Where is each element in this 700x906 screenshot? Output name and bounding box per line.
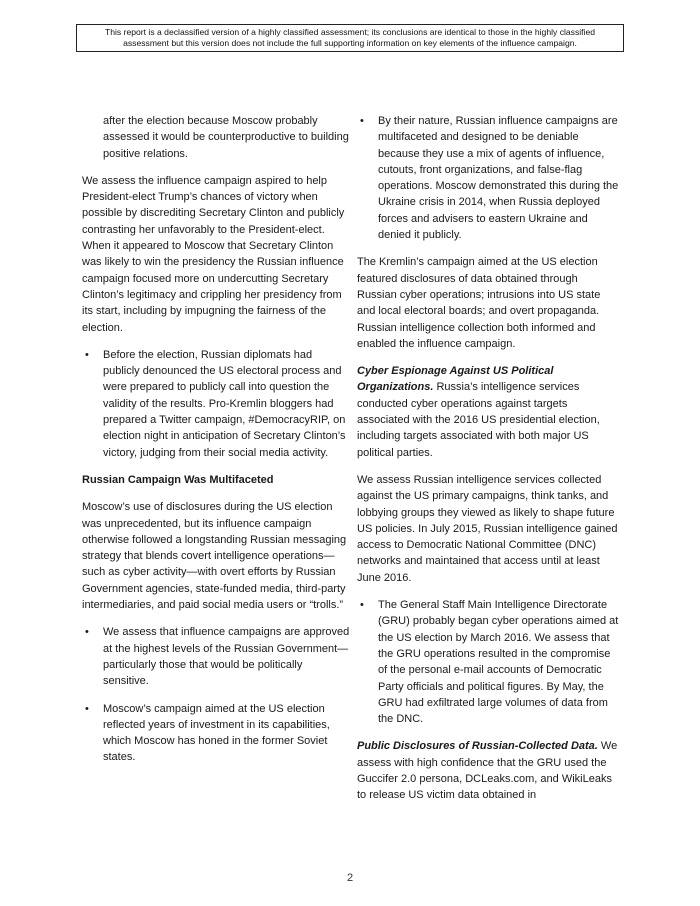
classification-banner: This report is a declassified version of a highly classified assessment; its conclusions are identical to those in the highly classified assessment but this version does not include the full supporting information on key elements of the influence campaign. [76,24,624,52]
bullet-icon: • [85,348,89,361]
left-column [82,113,350,777]
bullet-item [82,624,350,689]
bullet-item [82,347,350,461]
bullet-icon: • [85,626,89,639]
bullet-icon: • [360,115,364,127]
bullet-text: By their nature, Russian influence campaigns are multifaceted and designed to be deniable because they use a mix of agents of influence, cutouts, front organizations, and false-flag operations. Moscow demonstrated this during the Ukraine crisis in 2014, when Russia deployed forces and advisers to eastern Ukraine and denied it publicly. [378,115,619,242]
bullet-text: We assess that influence campaigns are approved at the highest levels of the Russian Government—particularly those that would be politically sensitive. [103,626,350,688]
bullet-icon: • [360,599,364,612]
bullet-text: Before the election, Russian diplomats had publicly denounced the US electoral process and were prepared to publicly call into question the validity of the results. Pro-Kremlin bloggers had prepared a Twitter campaign, #DemocracyRIP, on election night in anticipation of Secretary Clinton’s victory, judging from their social media activity. [103,348,346,459]
bullet-item [357,597,619,727]
paragraph: Moscow’s use of disclosures during the US election was unprecedented, but its influence campaign otherwise followed a longstanding Russian messaging strategy that blends covert intelligence operations—such as cyber activity—with overt efforts by Russian Government agencies, state-funded media, third-party intermediaries, and paid social media users or “trolls.” [82,501,347,612]
right-column [357,113,619,815]
bullet-item [82,701,350,766]
bullet-text: The General Staff Main Intelligence Directorate (GRU) probably began cyber operations aimed at the US election by March 2016. We assess that the GRU operations resulted in the compromise of the personal e-mail accounts of Democratic Party officials and political figures. By May, the GRU had exfiltrated large volumes of data from the DNC. [378,599,619,726]
paragraph-text: We assess with high confidence that the GRU used the Guccifer 2.0 persona, DCLeaks.com, and WikiLeaks to release US victim data obtained in [357,740,618,802]
section-heading: Russian Campaign Was Multifaceted [82,473,274,486]
paragraph: We assess Russian intelligence services collected against the US primary campaigns, think tanks, and lobbying groups they viewed as likely to shape future US policies. In July 2015, Russian intelligence gained access to Democratic National Committee (DNC) networks and maintained that access until at least June 2016. [357,473,618,584]
paragraph [357,363,619,461]
page-number: 2 [346,872,354,884]
run-in-heading: Public Disclosures of Russian-Collected Data. [357,740,598,753]
bullet-item [357,113,619,243]
paragraph: The Kremlin’s campaign aimed at the US election featured disclosures of data obtained through Russian cyber operations; intrusions into US state and local electoral boards; and overt propaganda. Russian intelligence collection both informed and enabled the influence campaign. [357,256,601,350]
paragraph: We assess the influence campaign aspired to help President-elect Trump’s chances of victory when possible by discrediting Secretary Clinton and publicly contrasting her unfavorably to the President-elect. When it appeared to Moscow that Secretary Clinton was likely to win the presidency the Russian influence campaign focused more on undercutting Secretary Clinton’s legitimacy and crippling her presidency from its start, including by impugning the fairness of the election. [82,174,345,334]
continuation-text: after the election because Moscow probably assessed it would be counterproductive to building positive relations. [103,115,349,160]
bullet-text: Moscow’s campaign aimed at the US election reflected years of investment in its capabilities, which Moscow has honed in the former Soviet states. [103,702,330,764]
paragraph [357,738,619,803]
bullet-icon: • [85,702,89,715]
paragraph-text: Russia’s intelligence services conducted cyber operations against targets associated with the 2016 US presidential election, including targets associated with both major US political parties. [357,381,600,459]
run-in-heading: Cyber Espionage Against US Political Organizations. [357,365,554,394]
